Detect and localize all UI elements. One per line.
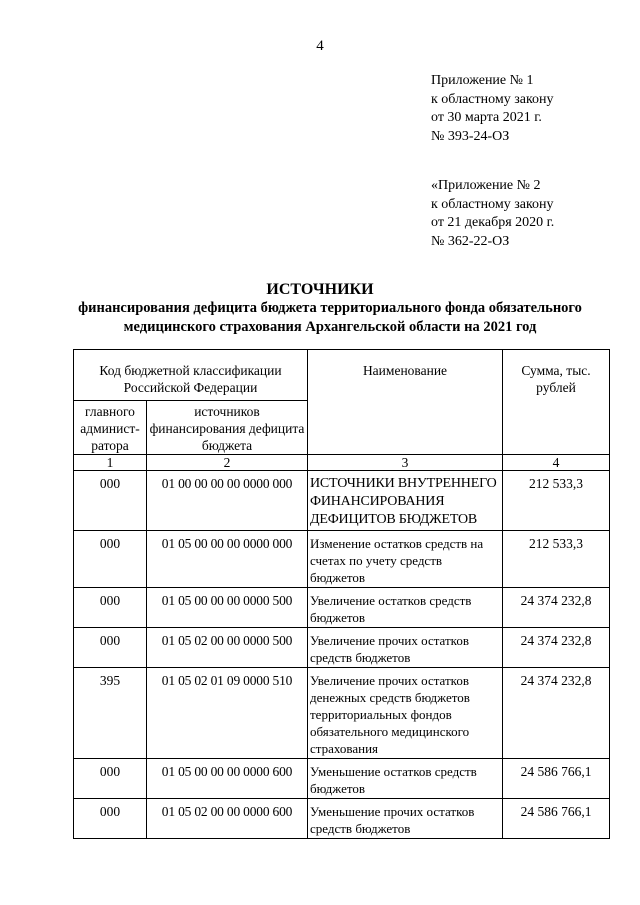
table-row — [74, 531, 610, 588]
appendix-1-line: к областному закону — [431, 91, 554, 107]
amount-cell: 212 533,3 — [503, 531, 610, 588]
appendix-2-header — [431, 177, 554, 251]
admin-code-cell: 000 — [74, 759, 147, 799]
appendix-2-line: от 21 декабря 2020 г. — [431, 215, 555, 230]
name-cell: Уменьшение прочих остатков средств бюджетов — [308, 799, 503, 839]
appendix-1-line: № 393-24-ОЗ — [431, 128, 510, 144]
name-cell: Увеличение прочих остатков средств бюджетов — [308, 628, 503, 668]
appendix-1-header — [431, 72, 554, 146]
amount-cell: 24 586 766,1 — [503, 799, 610, 839]
column-number: 1 — [74, 455, 147, 471]
name-cell: Уменьшение остатков средств бюджетов — [308, 759, 503, 799]
source-code-cell: 01 05 00 00 00 0000 000 — [147, 531, 308, 588]
amount-cell: 24 374 232,8 — [503, 588, 610, 628]
name-cell: ИСТОЧНИКИ ВНУТРЕННЕГО ФИНАНСИРОВАНИЯ ДЕФИЦИТОВ БЮДЖЕТОВ — [308, 471, 503, 531]
name-cell: Увеличение прочих остатков денежных средств бюджетов территориальных фондов обязательного медицинского страхования — [308, 668, 503, 759]
table-row — [74, 471, 610, 531]
name-cell: Увеличение остатков средств бюджетов — [308, 588, 503, 628]
header-amount: Сумма, тыс. рублей — [503, 350, 610, 455]
source-code-cell: 01 05 00 00 00 0000 500 — [147, 588, 308, 628]
source-code-cell: 01 00 00 00 00 0000 000 — [147, 471, 308, 531]
column-number: 3 — [308, 455, 503, 471]
admin-code-cell: 000 — [74, 471, 147, 531]
table-row — [74, 759, 610, 799]
column-number: 2 — [147, 455, 308, 471]
table-row — [74, 799, 610, 839]
header-code-group: Код бюджетной классификации Российской Федерации — [74, 350, 308, 401]
source-code-cell: 01 05 00 00 00 0000 600 — [147, 759, 308, 799]
admin-code-cell: 000 — [74, 531, 147, 588]
admin-code-cell: 000 — [74, 628, 147, 668]
admin-code-cell: 000 — [74, 799, 147, 839]
appendix-2-line: к областному закону — [431, 196, 554, 212]
sources-table — [73, 349, 610, 839]
table-row — [74, 628, 610, 668]
appendix-2-line: «Приложение № 2 — [431, 178, 541, 193]
document-subtitle: финансирования дефицита бюджета территориального фонда обязательного медицинского страхования Архангельской области на 2021 год — [78, 300, 582, 335]
name-cell: Изменение остатков средств на счетах по учету средств бюджетов — [308, 531, 503, 588]
column-number: 4 — [503, 455, 610, 471]
source-code-cell: 01 05 02 00 00 0000 500 — [147, 628, 308, 668]
admin-code-cell: 000 — [74, 588, 147, 628]
header-name: Наименование — [308, 350, 503, 455]
amount-cell: 24 374 232,8 — [503, 668, 610, 759]
table-row — [74, 588, 610, 628]
table-row — [74, 668, 610, 759]
amount-cell: 24 586 766,1 — [503, 759, 610, 799]
page-number: 4 — [316, 38, 324, 54]
amount-cell: 24 374 232,8 — [503, 628, 610, 668]
source-code-cell: 01 05 02 00 00 0000 600 — [147, 799, 308, 839]
source-code-cell: 01 05 02 01 09 0000 510 — [147, 668, 308, 759]
appendix-1-line: Приложение № 1 — [431, 73, 534, 88]
header-admin: главного админист-ратора — [74, 401, 147, 455]
document-title: ИСТОЧНИКИ — [266, 281, 374, 298]
appendix-1-line: от 30 марта 2021 г. — [431, 110, 542, 125]
appendix-2-line: № 362-22-ОЗ — [431, 233, 510, 249]
amount-cell: 212 533,3 — [503, 471, 610, 531]
header-source: источников финансирования дефицита бюджета — [147, 401, 308, 455]
admin-code-cell: 395 — [74, 668, 147, 759]
